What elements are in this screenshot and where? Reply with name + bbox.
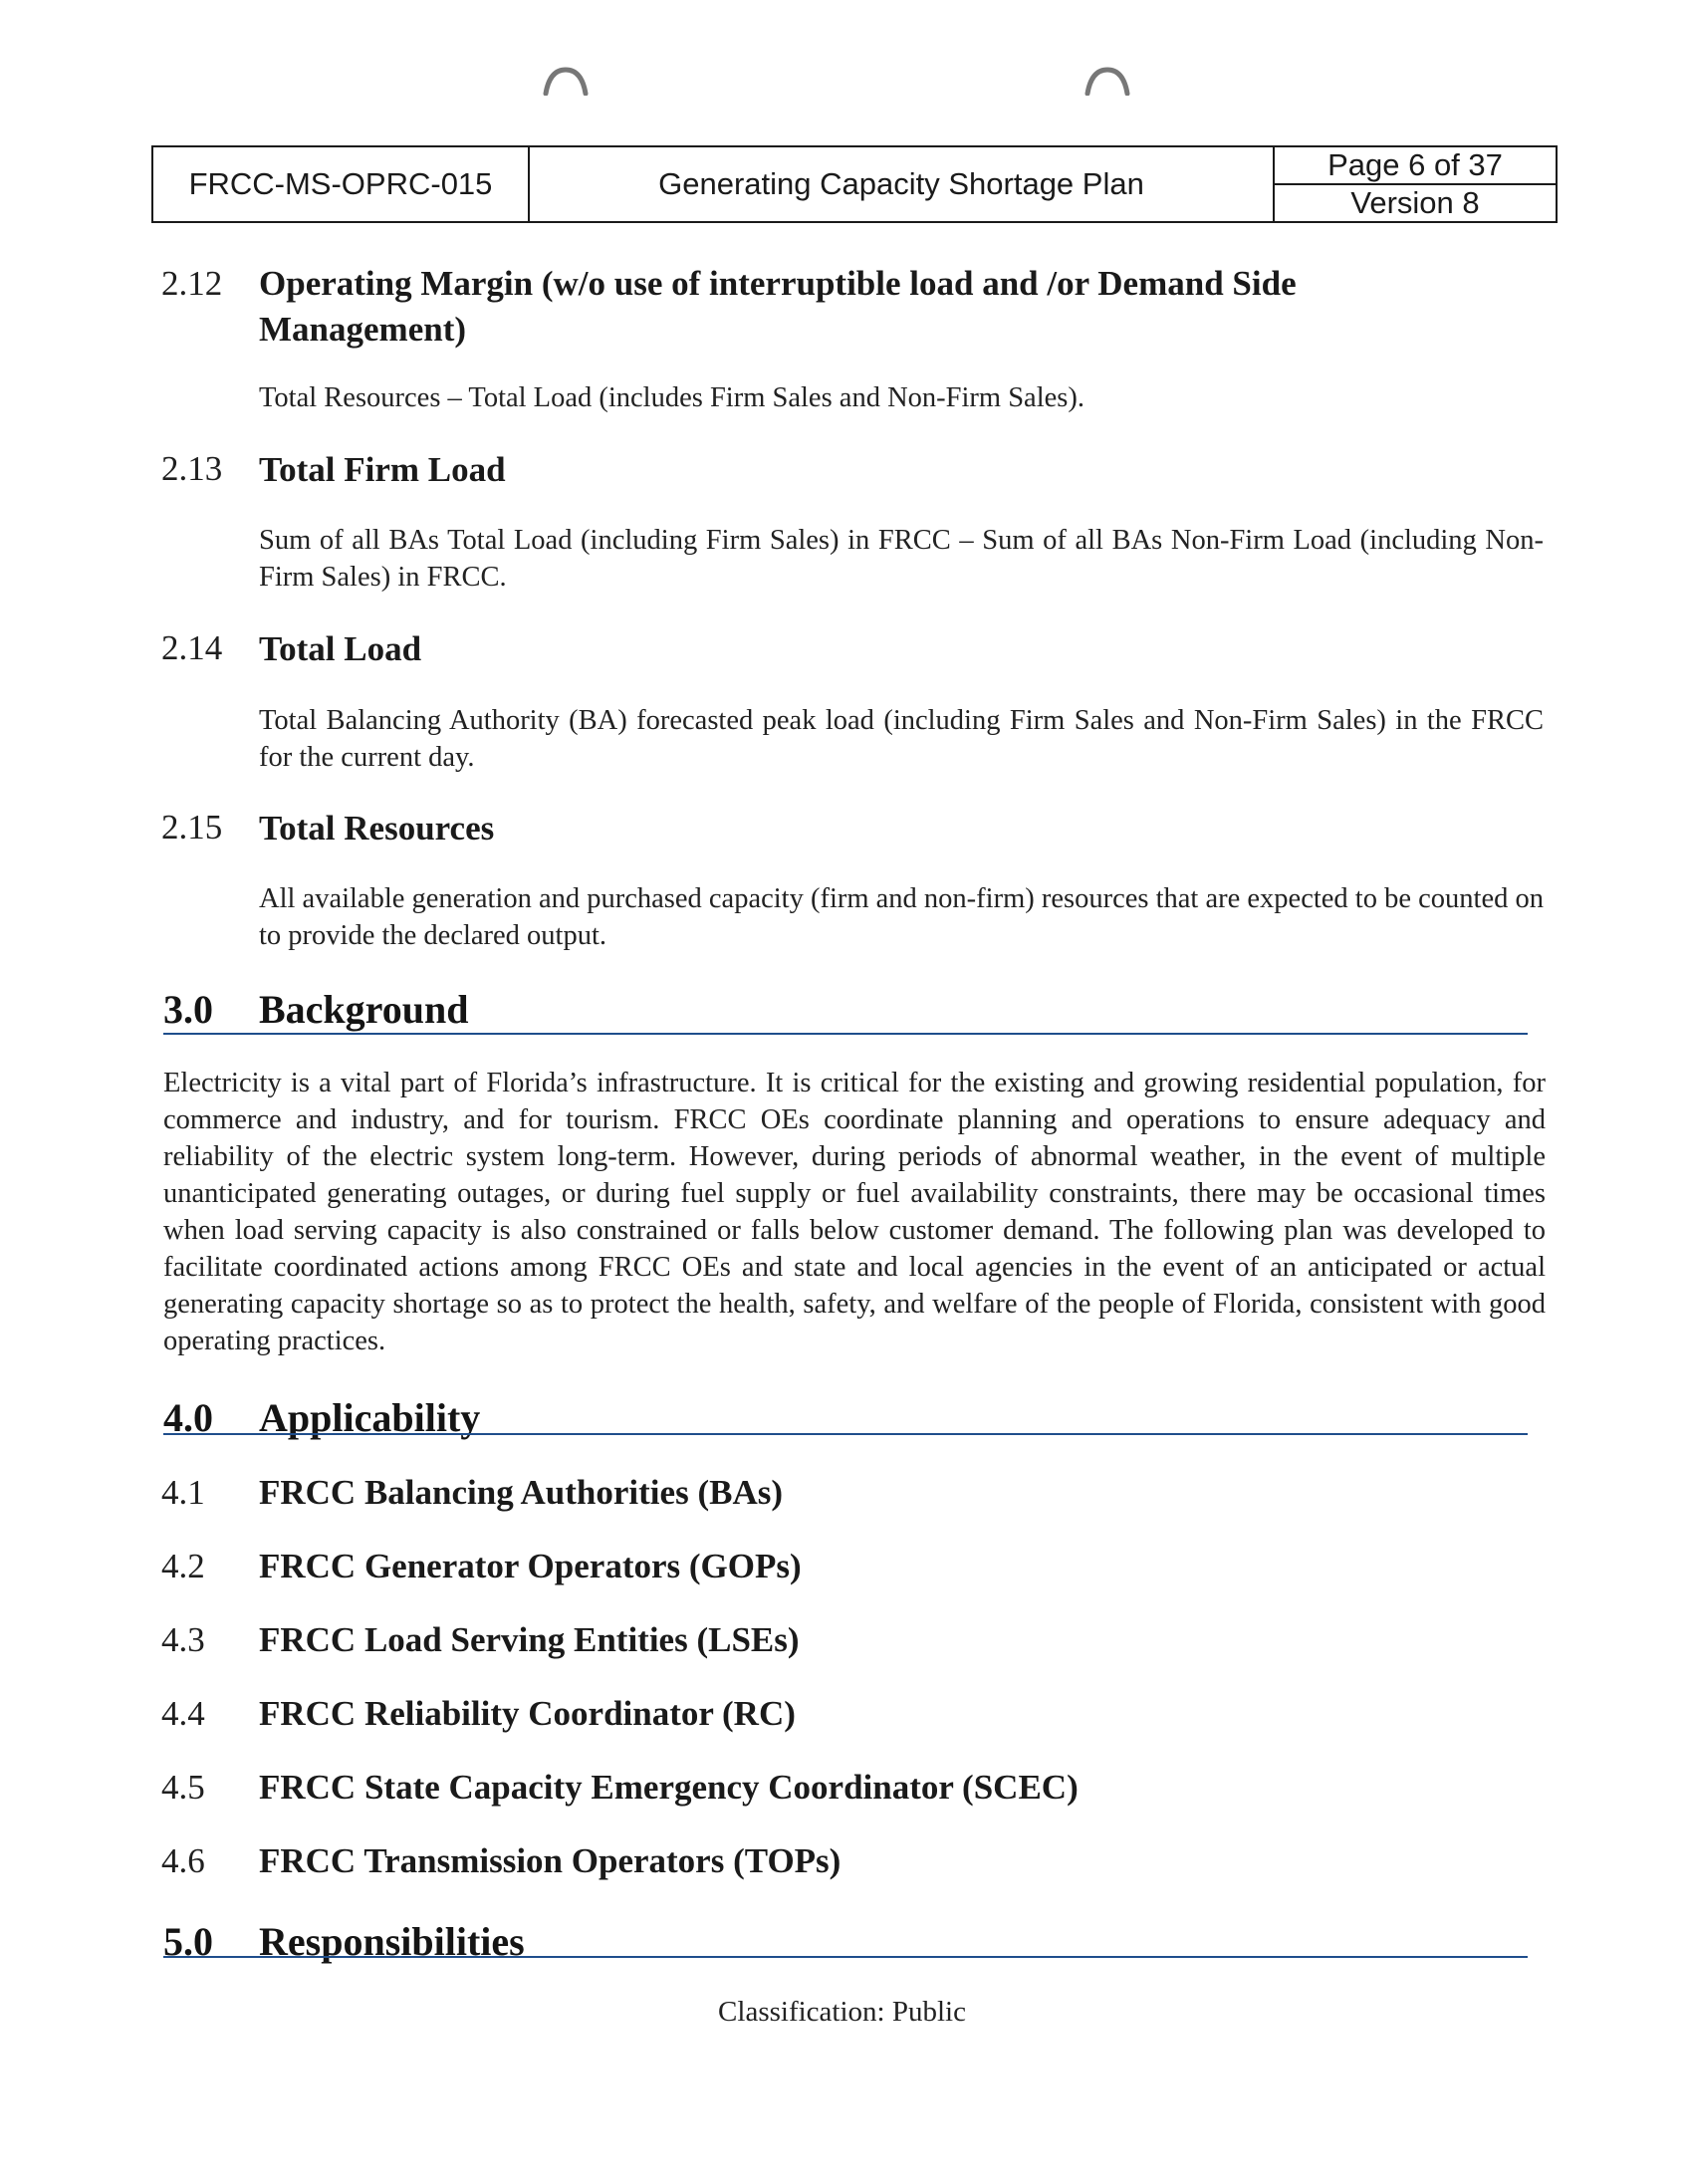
classification-footer: Classification: Public <box>718 1996 966 2028</box>
punch-hole-icon <box>1083 66 1131 96</box>
applicability-item-title: FRCC Reliability Coordinator (RC) <box>259 1694 796 1733</box>
section-number: 3.0 <box>163 987 213 1032</box>
definition-title: Total Firm Load <box>259 450 506 489</box>
applicability-item-number: 4.4 <box>161 1694 205 1733</box>
section-number: 5.0 <box>163 1919 213 1964</box>
applicability-item-title: FRCC Load Serving Entities (LSEs) <box>259 1620 800 1659</box>
section-number: 4.0 <box>163 1395 213 1440</box>
applicability-item-title: FRCC State Capacity Emergency Coordinator (SCEC) <box>259 1768 1079 1807</box>
definition-text: All available generation and purchased capacity (firm and non-firm) resources that are expected to be counted on to provide the declared output. <box>259 883 1544 951</box>
section-divider <box>163 1433 1528 1435</box>
definition-text: Total Resources – Total Load (includes Firm Sales and Non-Firm Sales). <box>259 382 1084 413</box>
applicability-item-number: 4.2 <box>161 1547 205 1585</box>
applicability-item-title: FRCC Generator Operators (GOPs) <box>259 1547 802 1585</box>
applicability-item-number: 4.5 <box>161 1768 205 1807</box>
section-divider <box>163 1033 1528 1035</box>
section-title: Background <box>259 987 469 1032</box>
definition-title: Operating Margin (w/o use of interruptible load and /or Demand Side <box>259 264 1297 303</box>
applicability-item-title: FRCC Balancing Authorities (BAs) <box>259 1473 783 1512</box>
document-header <box>151 145 1558 223</box>
definition-number: 2.14 <box>161 628 223 667</box>
definition-title: Total Resources <box>259 809 495 848</box>
definition-number: 2.15 <box>161 808 223 847</box>
document-title: Generating Capacity Shortage Plan <box>530 147 1275 221</box>
page-number: Page 6 of 37 <box>1275 147 1556 185</box>
definition-number: 2.12 <box>161 264 223 303</box>
applicability-item-number: 4.6 <box>161 1841 205 1880</box>
version-label: Version 8 <box>1350 185 1480 220</box>
definition-number: 2.13 <box>161 449 223 488</box>
definition-title: Total Load <box>259 629 422 668</box>
punch-hole-icon <box>542 66 590 96</box>
section-divider <box>163 1956 1528 1958</box>
definition-text: Sum of all BAs Total Load (including Firm Sales) in FRCC – Sum of all BAs Non-Firm Load (including Non-Firm Sales) in FRCC. <box>259 525 1544 593</box>
applicability-item-title: FRCC Transmission Operators (TOPs) <box>259 1841 842 1880</box>
applicability-item-number: 4.3 <box>161 1620 205 1659</box>
definition-text: Total Balancing Authority (BA) forecasted peak load (including Firm Sales and Non-Firm Sales) in the FRCC for the current day. <box>259 705 1544 773</box>
document-meta <box>1275 147 1556 221</box>
applicability-item-number: 4.1 <box>161 1473 205 1512</box>
background-text: Electricity is a vital part of Florida’s infrastructure. It is critical for the existing and growing residential population, for commerce and industry, and for tourism. FRCC OEs coordinate planning and operations to ensure adequacy and reliability of the electric system long-term. However, during periods of abnormal weather, in the event of multiple unanticipated generating outages, or during fuel supply or fuel availability constraints, there may be occasional times when load serving capacity is also constrained or falls below customer demand. The following plan was developed to facilitate coordinated actions among FRCC OEs and state and local agencies in the event of an anticipated or actual generating capacity shortage so as to protect the health, safety, and welfare of the people of Florida, consistent with good operating practices. <box>163 1068 1546 1356</box>
document-id: FRCC-MS-OPRC-015 <box>153 147 530 221</box>
section-title: Responsibilities <box>259 1919 525 1964</box>
section-title: Applicability <box>259 1395 481 1440</box>
definition-title: Management) <box>259 310 467 349</box>
